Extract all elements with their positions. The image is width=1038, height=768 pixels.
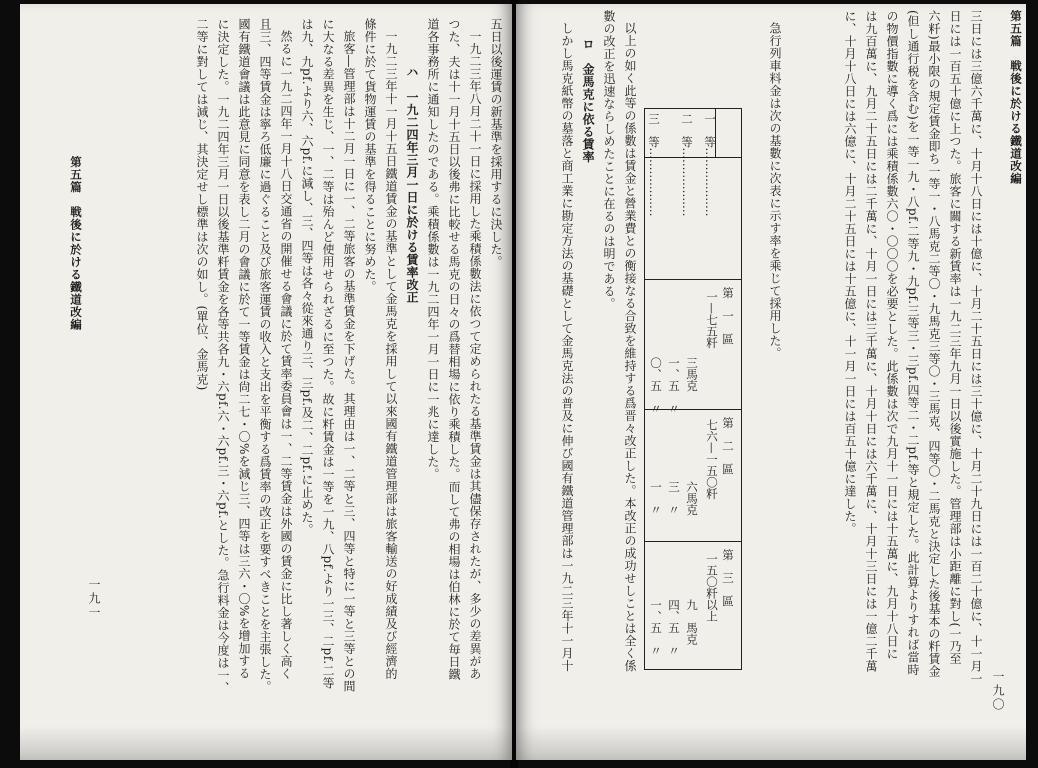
table-column-header: 第 二 區 [721, 417, 735, 475]
text-line: 急行列車料金は次の基數に次表に示す率を乘じて採用した。 [768, 22, 782, 360]
text-line: (但し通行税を含む)を一等一九・八pf.二等九・九pf.三等三・三pf.四等二・二pf.等と規定した。此計算よりすれば當時 [906, 10, 920, 676]
table-row-label: 二 等……………… [680, 113, 694, 217]
paragraph [764, 22, 785, 360]
table-row-label: 三 等……………… [647, 113, 661, 217]
text-line: 條件に於て貨物運賃の基準を得ることに努めた。 [363, 18, 377, 293]
left-page [20, 4, 512, 760]
table-cell: 九 馬克 [685, 599, 699, 645]
table-range: 七六—一五〇粁 [705, 419, 719, 500]
text-line: 數の改正を迅速ならしめたことに在るのは明である。 [602, 10, 616, 310]
table-cell: 一、五 〃 [649, 599, 663, 657]
right-page [516, 4, 1026, 760]
section-subheading: ハ 一九二四年三月一日に於ける賃率改正 [405, 66, 419, 304]
express-fare-table [644, 108, 742, 670]
table-cell: 四、五 〃 [667, 599, 681, 657]
text-line: は九百萬に、九月二十五日には二千萬に、十月一日には三千萬に、十月十日には六千萬に、十月十三日には一億二千萬 [864, 10, 878, 673]
text-line: 二等に對しては減じ、其決定せし標準は次の如し。(單位、金馬克) [195, 18, 209, 391]
page-header: 第五篇 戦後に於ける鐵道改編 [69, 156, 83, 331]
text-line: 日には一百五十億に上つた。旅客に關する新賃率は一九二三年九月一日以後實施した。管理部は小距離に對し(一乃至 [948, 10, 962, 666]
text-line: 三日には三億六千萬に、十月十八日には十億に、十月二十五日には三十億に、十月二十九日には一百二十億に、十一月一 [969, 10, 983, 685]
page-header: 第五篇 戦後に於ける鐵道改編 [1009, 10, 1023, 185]
table-range: 一五〇粁以上 [705, 553, 719, 622]
table-cell: 一、五 〃 [667, 357, 681, 415]
paragraph [556, 10, 640, 672]
text-line: 以上の如く此等の係數は賃金と營業費との衡接なる合致を維持する爲晋々改正した。本改正の成功せしことは全く係 [623, 22, 637, 672]
table-cell: 三馬克 [685, 357, 699, 392]
text-line: 道各事務所に通知したのである。乘積係數は一九二四年一月一日に一兆に達した。 [426, 18, 440, 481]
text-line: 一九二三年八月二十一日に採用した乘積係數法に依つて定められたる基準賃金は其儘保存されたが、多少の差異があ [468, 30, 482, 680]
text-line: は九、九pf.より六、六pf.に減し、三、四等は各々從來通り三、三pf.及二、二pf.に止めた。 [300, 18, 314, 537]
table-column-header: 第 三 區 [721, 549, 735, 607]
paragraph [191, 18, 506, 694]
text-line: つた、夫は十一月十五日以後弗に比較せる馬克の日々の爲替相場に依り乘積した。而して弗の相場は伯林に於て毎日鐵 [447, 18, 461, 681]
table-cell: 一 〃 [649, 481, 663, 516]
paragraph [839, 10, 986, 685]
table-cell: 〇、五 〃 [649, 357, 663, 415]
text-line: 一九二三年十一月十五日鐵道賃金の基準として金馬克を採用して以來國有鐵道管理部は旅客輸送の好成績及び經濟的 [384, 30, 398, 680]
text-line: 且三、四等賃金は寧ろ低廉に過ぐること及び旅客運賃の收入と支出を平衡する爲賃率の改正を要すべきことを主張した。 [258, 18, 272, 693]
page-number: 一九一 [87, 578, 101, 620]
table-row-label: 一 等……………… [703, 113, 717, 217]
table-cell: 三 〃 [667, 481, 681, 516]
text-line: しかし馬克紙幣の墓落と商工業に勘定方法の基礎として金馬克法の普及に伸び國有鐵道管理部は一九二三年十一月十 [560, 22, 574, 672]
table-column-header: 第 一 區 [721, 287, 735, 345]
section-subheading: ロ 金馬克に依る賃率 [581, 38, 595, 163]
text-line: 然るに一九二四年一月十八日交通省の開催せる會議に於て賃率委員會は一、二等賃金は外國の賃金に比し著しく高く [279, 30, 293, 680]
page-number: 一九〇 [991, 670, 1005, 712]
text-line: 旅客―管理部は十二月一日に一、二等旅客の基準賃金を下げた。其理由は一、二等と三、四等と特に一等と三等との間 [342, 30, 356, 693]
text-line: 國有鐵道會議は此意見に同意を表し二月の會議に於て一等賃金は尙二七・〇%を減じ三、四等は三六・〇%を增加する [237, 18, 251, 680]
text-line: に決定した。一九二四年三月一日以後基準粁賃金を各等共各九・六pf.六・六pf.三・六pf.とした。急行料金は今度は一、 [216, 18, 230, 695]
text-line: に大なる差異を生じ、一、二等は殆んど使用せられざるに至つた。故に粁賃金は一等を一九、八pf.より一三、二pf.二等 [321, 18, 335, 690]
text-line: の物價指數に導く爲には乘積係數六〇・〇〇〇を必要とした。此係數は次で九月十一日には十五萬に、九月十八日に [885, 10, 899, 660]
text-line: 五日以後運賃の新基準を採用するに決した。 [489, 18, 503, 268]
table-cell: 六馬克 [685, 481, 699, 516]
text-line: に、十月十八日には六億に、十月二十五日には十五億に、十一月一日には百五十億に達した。 [843, 10, 857, 535]
table-range: 一—七五粁 [705, 291, 719, 349]
text-line: 六粁)最小限の規定賃金即ち一等一・八馬克二等〇・九馬克三等〇・三馬克、四等〇・二馬克と決定した後基本の粁賃金 [927, 10, 941, 678]
